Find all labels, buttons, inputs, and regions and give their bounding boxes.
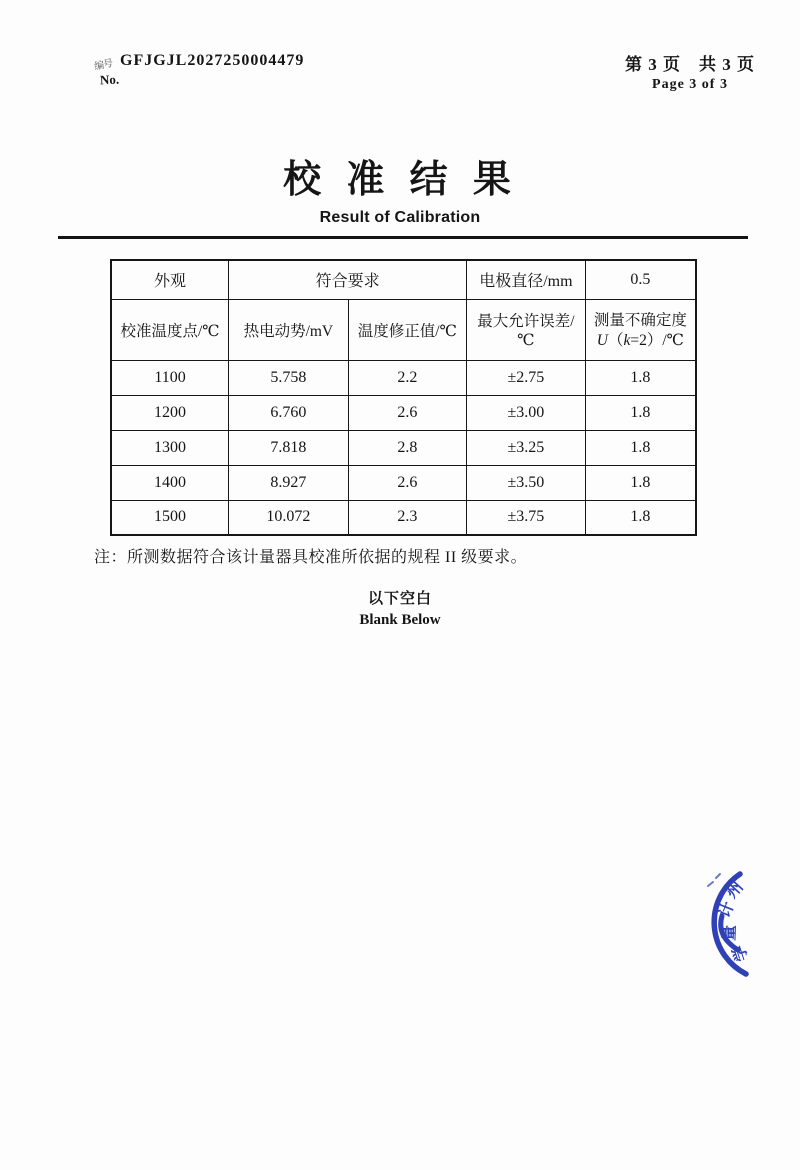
table-header-row-2 (111, 299, 696, 360)
cell-correction: 2.2 (348, 360, 466, 395)
column-header-emf: 热电动势/mV (229, 299, 349, 360)
electrode-diameter-label-cell: 电极直径/mm (467, 260, 586, 299)
column-header-uncertainty (585, 299, 696, 360)
table-row (111, 500, 696, 535)
appearance-value-cell: 符合要求 (229, 260, 467, 299)
cell-correction: 2.6 (348, 395, 466, 430)
cell-emf: 5.758 (229, 360, 349, 395)
uncertainty-header-line2 (588, 331, 693, 350)
column-header-temperature: 校准温度点/℃ (111, 299, 229, 360)
cell-temperature: 1500 (111, 500, 229, 535)
certificate-number-label-en: No. (99, 71, 120, 88)
certificate-number-label-cn: 编号 (93, 58, 113, 73)
stamp-character-2: 计 (714, 898, 738, 921)
table-row (111, 465, 696, 500)
uncertainty-u-symbol: U (596, 331, 608, 349)
cell-temperature: 1300 (111, 430, 229, 465)
cell-emf: 6.760 (229, 395, 349, 430)
horizontal-rule (58, 236, 748, 239)
uncertainty-paren-open: （ (607, 331, 624, 349)
cell-correction: 2.6 (348, 465, 466, 500)
cell-max-error: ±3.00 (467, 395, 586, 430)
blank-below-en: Blank Below (359, 612, 441, 628)
page-info-cn: 第 3 页 共 3 页 (625, 55, 755, 74)
page-info-block (600, 50, 780, 93)
uncertainty-k-symbol: k (623, 331, 631, 349)
title-block (0, 148, 800, 227)
appearance-label-cell: 外观 (111, 260, 229, 299)
cell-uncertainty: 1.8 (585, 500, 696, 535)
blank-below-cn: 以下空白 (367, 589, 432, 607)
table-row (111, 430, 696, 465)
column-header-max-error: 最大允许误差/℃ (467, 299, 586, 360)
table-row (111, 395, 696, 430)
cell-max-error: ±3.75 (467, 500, 586, 535)
uncertainty-header-line1: 测量不确定度 (593, 312, 687, 330)
column-header-correction: 温度修正值/℃ (348, 299, 466, 360)
stamp-character-4: 学 (728, 942, 752, 964)
cell-emf: 7.818 (229, 430, 349, 465)
blank-below-block (0, 587, 800, 629)
cell-uncertainty: 1.8 (585, 395, 696, 430)
note-text: 注：所测数据符合该计量器具校准所依据的规程 II 级要求。 (94, 549, 528, 566)
electrode-diameter-value-cell: 0.5 (585, 260, 696, 299)
certificate-number-block (94, 52, 304, 89)
certificate-number: GFJGJL2027250004479 (120, 52, 305, 69)
stamp-mark-2 (716, 874, 720, 878)
cell-max-error: ±3.50 (467, 465, 586, 500)
cell-uncertainty: 1.8 (585, 430, 696, 465)
calibration-results-table (110, 259, 697, 536)
cell-emf: 10.072 (229, 500, 349, 535)
page-title-cn: 校 准 结 果 (283, 157, 517, 201)
stamp-character-3: 量 (719, 924, 739, 942)
cell-uncertainty: 1.8 (585, 360, 696, 395)
cell-temperature: 1400 (111, 465, 229, 500)
table-row (111, 360, 696, 395)
table-header-row-1 (111, 260, 696, 299)
cell-temperature: 1200 (111, 395, 229, 430)
cell-correction: 2.8 (348, 430, 466, 465)
cell-emf: 8.927 (229, 465, 349, 500)
cell-correction: 2.3 (348, 500, 466, 535)
stamp-character-1: 州 (721, 877, 747, 902)
cell-uncertainty: 1.8 (585, 465, 696, 500)
uncertainty-k-value: =2）/℃ (630, 331, 684, 349)
cell-max-error: ±3.25 (467, 430, 586, 465)
page-title-en: Result of Calibration (319, 209, 481, 226)
official-seal-stamp (688, 852, 800, 990)
stamp-mark-1 (708, 882, 713, 886)
cell-max-error: ±2.75 (467, 360, 586, 395)
page-info-en: Page 3 of 3 (652, 77, 728, 92)
cell-temperature: 1100 (111, 360, 229, 395)
